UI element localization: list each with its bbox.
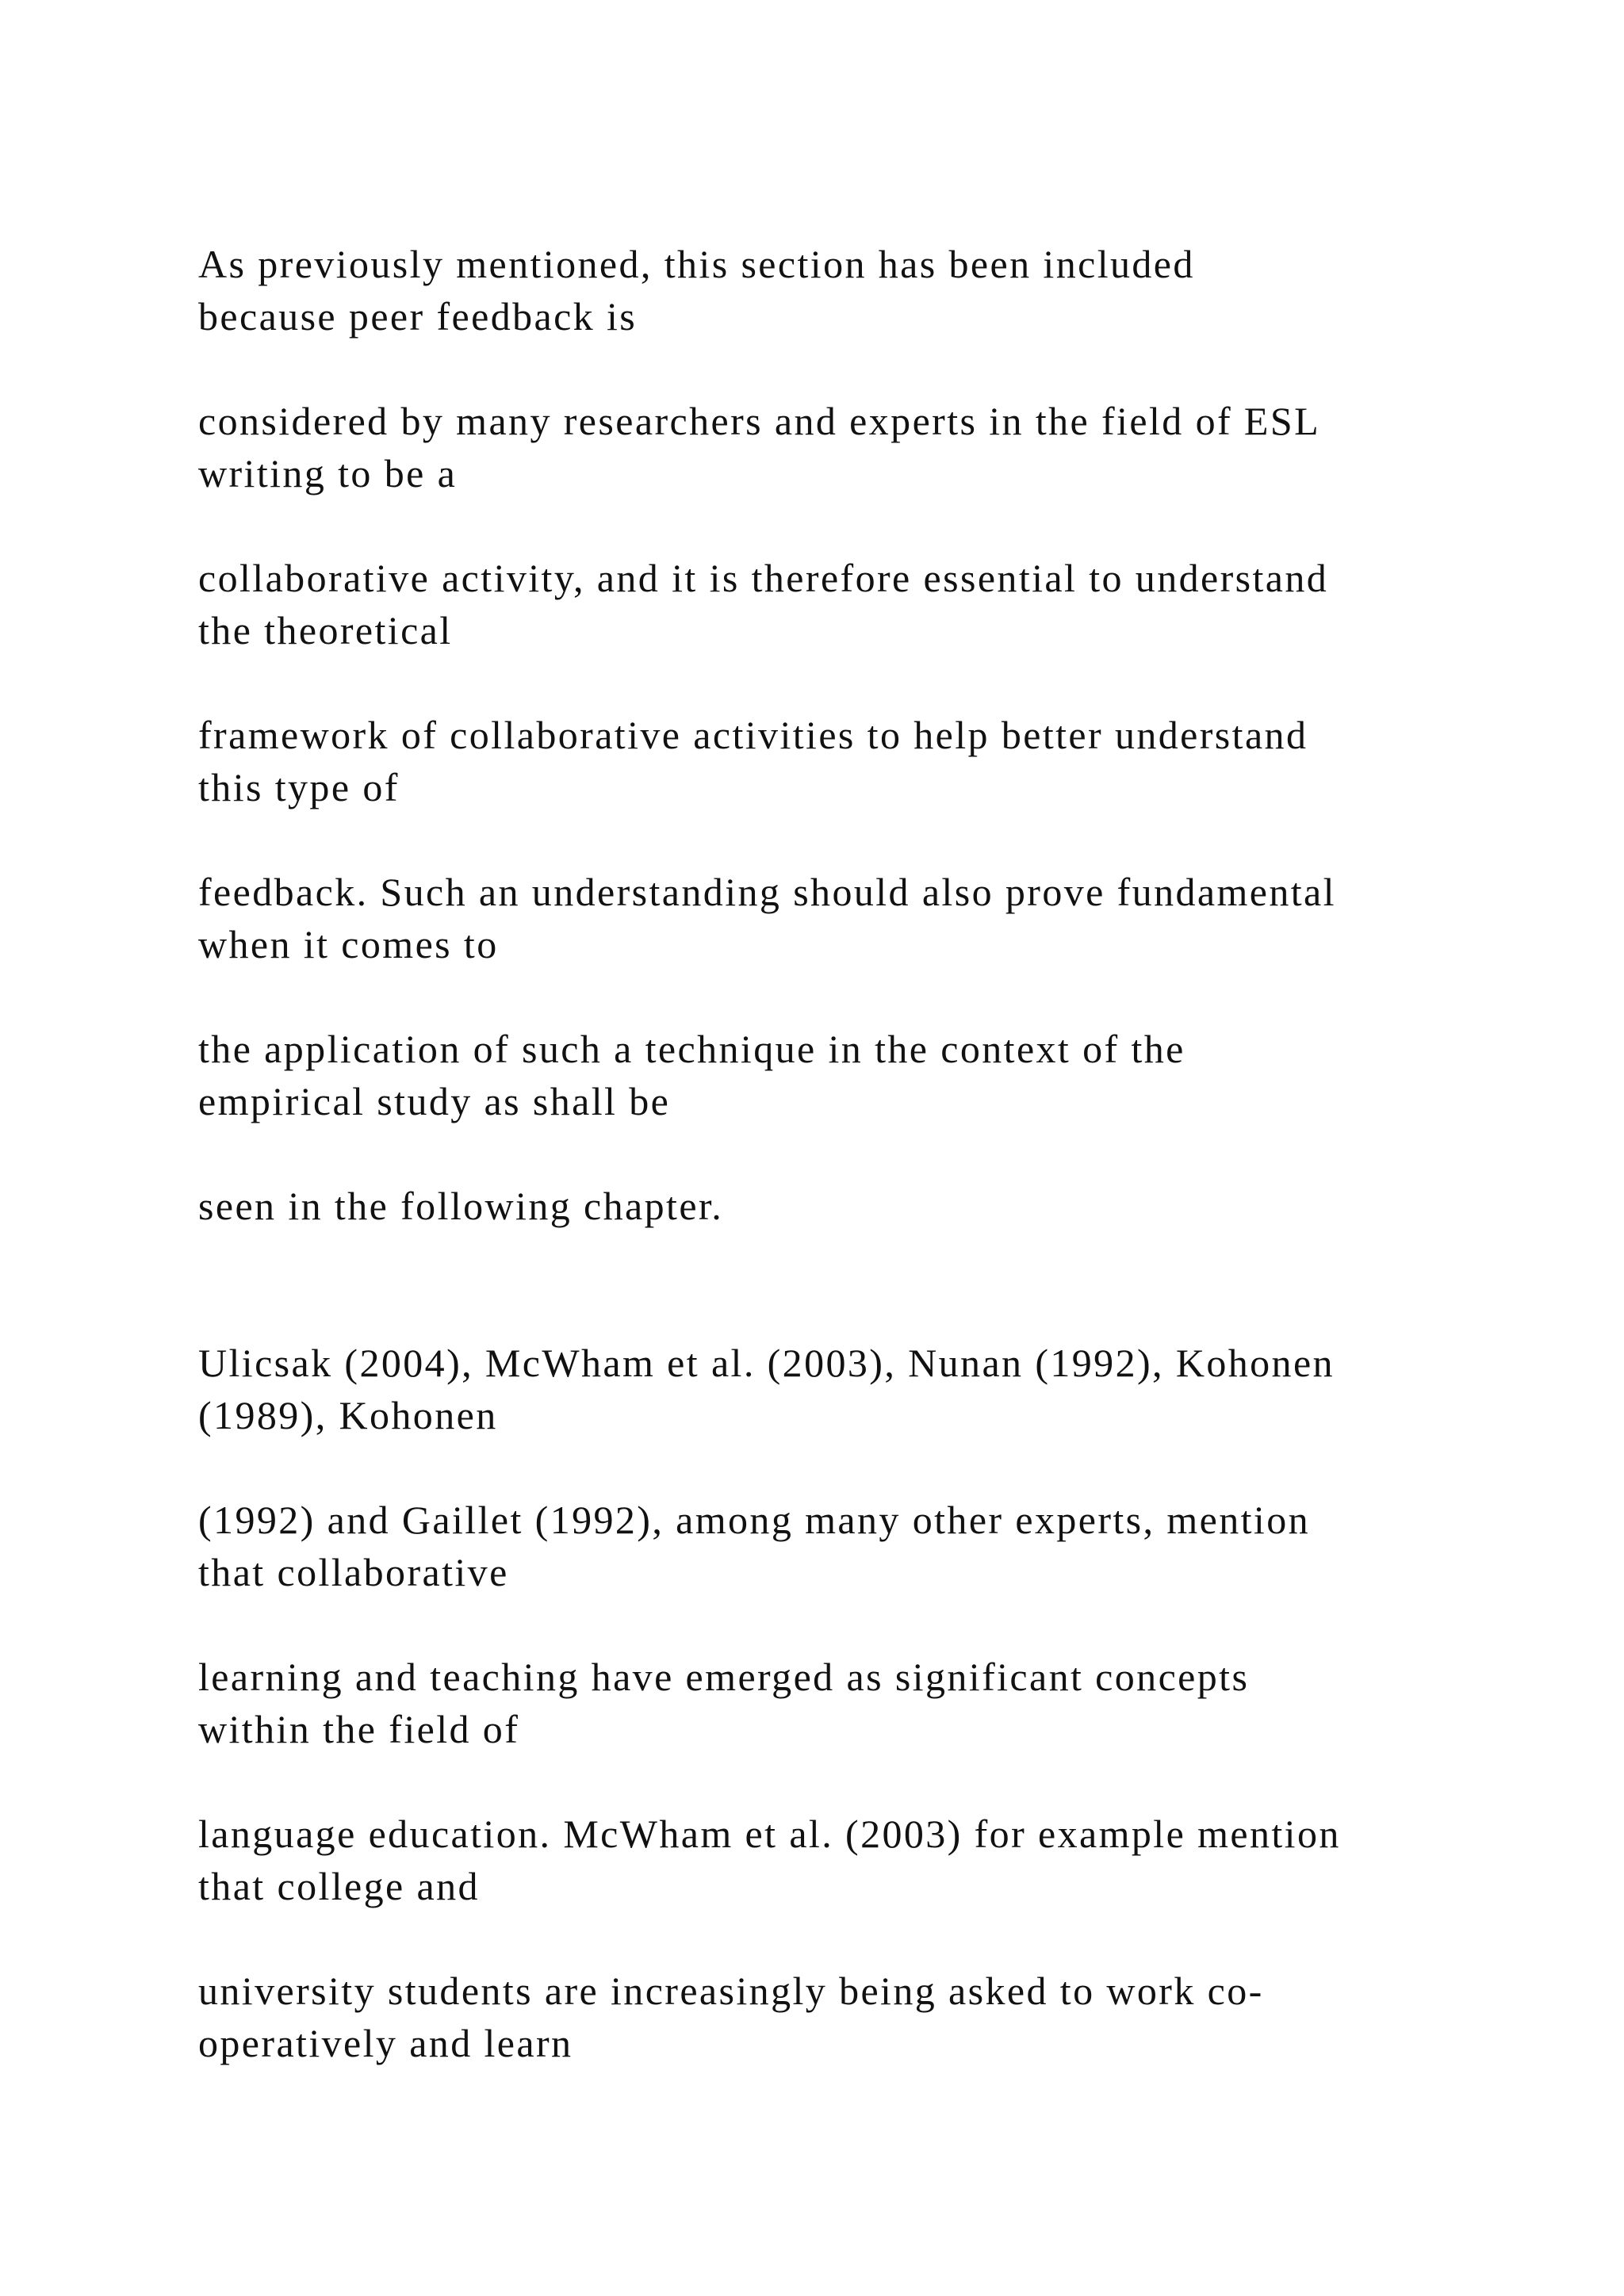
text-line: (1989), Kohonen: [198, 1393, 498, 1437]
text-line: the application of such a technique in the context of the: [198, 1027, 1185, 1071]
paragraph: [198, 709, 1546, 813]
paragraph: [198, 1494, 1546, 1598]
text-line: operatively and learn: [198, 2021, 573, 2065]
text-line: because peer feedback is: [198, 294, 638, 339]
paragraph: [198, 1337, 1546, 1441]
paragraph: [198, 1651, 1546, 1755]
text-line: writing to be a: [198, 451, 458, 496]
text-line: learning and teaching have emerged as significant concepts: [198, 1655, 1250, 1699]
text-line: university students are increasingly being asked to work co-: [198, 1969, 1264, 2013]
text-line: seen in the following chapter.: [198, 1184, 724, 1228]
text-line: collaborative activity, and it is therefore essential to understand: [198, 556, 1329, 600]
text-line: (1992) and Gaillet (1992), among many other experts, mention: [198, 1498, 1311, 1542]
paragraph: [198, 238, 1546, 342]
paragraph: [198, 866, 1546, 970]
text-line: Ulicsak (2004), McWham et al. (2003), Nunan (1992), Kohonen: [198, 1341, 1335, 1385]
paragraph: [198, 395, 1546, 499]
text-line: that collaborative: [198, 1550, 509, 1594]
text-line: considered by many researchers and experts in the field of ESL: [198, 399, 1321, 443]
text-line: framework of collaborative activities to help better understand: [198, 713, 1308, 757]
paragraph: [198, 1965, 1546, 2069]
paragraph: [198, 1808, 1546, 1912]
body-text: [198, 238, 1546, 2122]
text-line: within the field of: [198, 1707, 520, 1751]
text-line: that college and: [198, 1864, 480, 1908]
text-line: when it comes to: [198, 922, 499, 966]
text-line: feedback. Such an understanding should also prove fundamental: [198, 870, 1336, 914]
paragraph: [198, 1180, 1546, 1232]
paragraph: [198, 1023, 1546, 1127]
text-line: this type of: [198, 765, 400, 809]
text-line: language education. McWham et al. (2003) for example mention: [198, 1812, 1341, 1856]
paragraph: [198, 552, 1546, 656]
text-line: As previously mentioned, this section has been included: [198, 242, 1195, 286]
text-line: empirical study as shall be: [198, 1079, 671, 1123]
text-line: the theoretical: [198, 608, 453, 652]
